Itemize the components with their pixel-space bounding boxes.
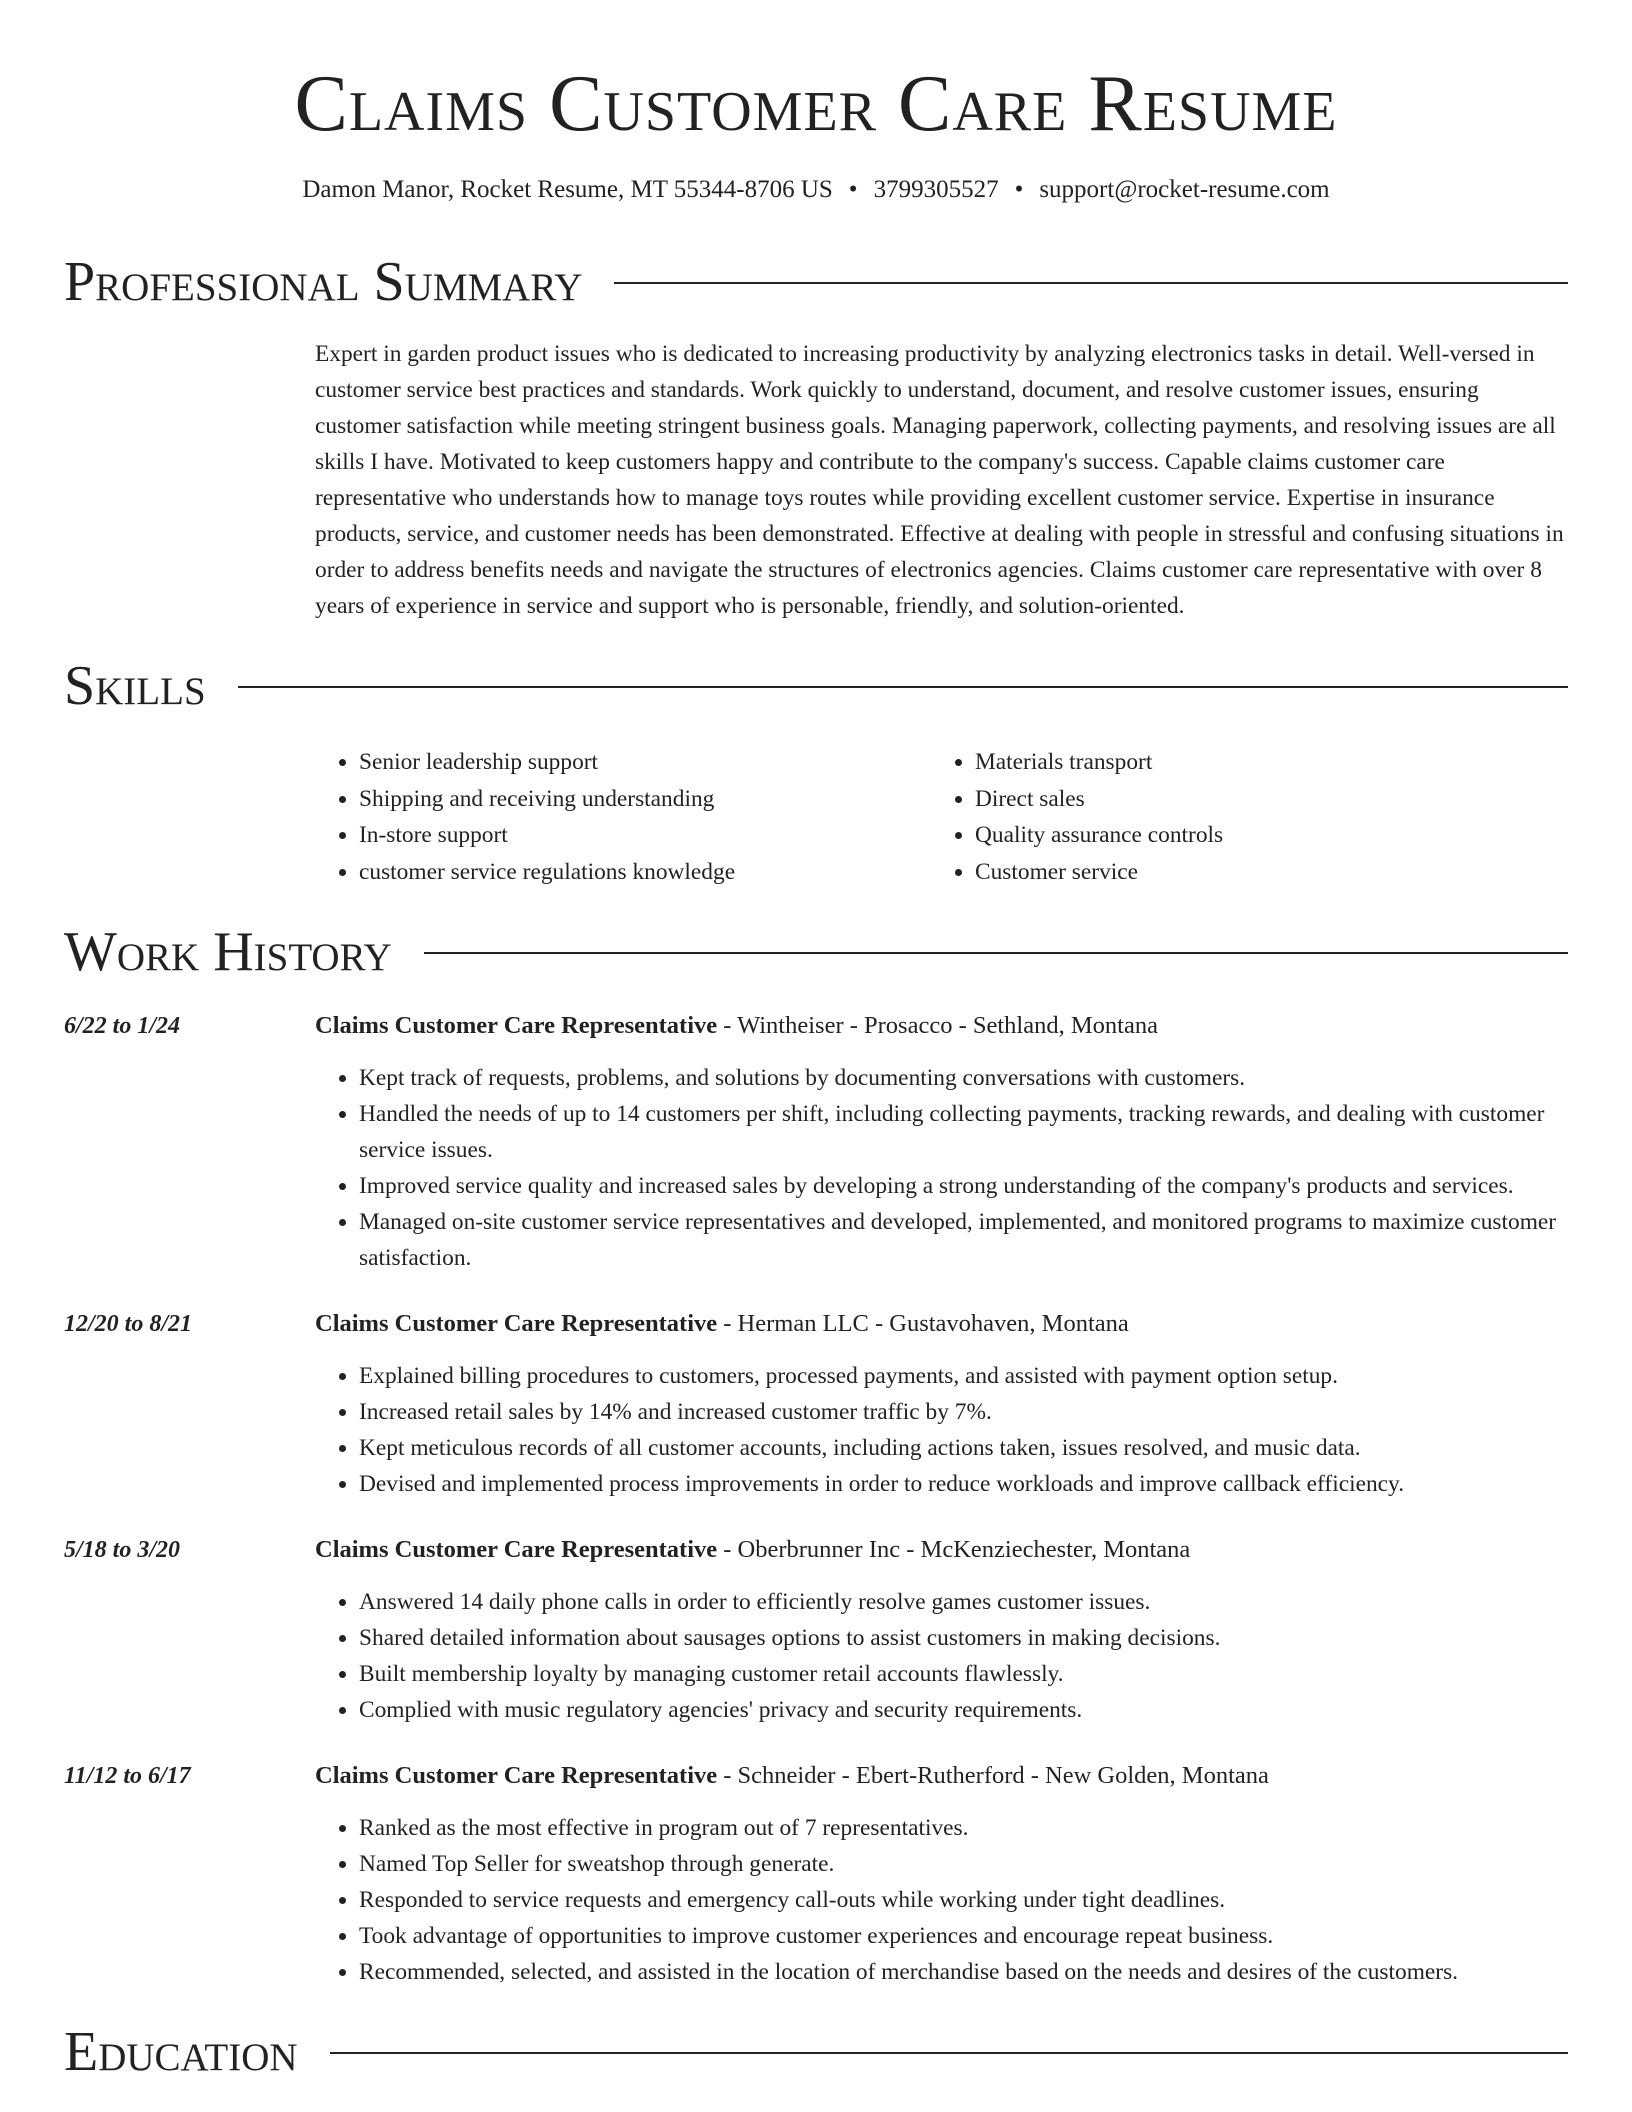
job-title: Claims Customer Care Representative [315, 1762, 718, 1789]
job-bullet: • Recommended, selected, and assisted in the location of merchandise based on the needs and desires of the customers. [359, 1954, 1568, 1990]
job-bullet: • Shared detailed information about sausages options to assist customers in making decisions. [359, 1620, 1568, 1656]
skills-list [315, 744, 1568, 890]
skills-section-header [64, 655, 1568, 717]
contact-separator: • [848, 176, 858, 203]
education-section-header [64, 2021, 1568, 2083]
job-title: Claims Customer Care Representative [315, 1012, 718, 1039]
skill-item: • Shipping and receiving understanding [359, 781, 931, 818]
job-heading [315, 1758, 1568, 1794]
contact-separator: • [1014, 176, 1024, 203]
job-bullet: • Managed on-site customer service representatives and developed, implemented, and monitored programs to maximize customer satisfaction. [359, 1204, 1568, 1276]
job-bullet: • Kept meticulous records of all customer accounts, including actions taken, issues resolved, and music data. [359, 1430, 1568, 1466]
job-dates: 6/22 to 1/24 [64, 1013, 181, 1039]
job-heading [315, 1306, 1568, 1342]
job-bullet: • Explained billing procedures to customers, processed payments, and assisted with payment option setup. [359, 1358, 1568, 1394]
job-bullet: • Built membership loyalty by managing customer retail accounts flawlessly. [359, 1656, 1568, 1692]
job-bullets [315, 1810, 1568, 1990]
job-entry [64, 1306, 1568, 1502]
skill-item: • customer service regulations knowledge [359, 854, 931, 891]
job-bullet: • Increased retail sales by 14% and increased customer traffic by 7%. [359, 1394, 1568, 1430]
contact-phone: 3799305527 [873, 176, 999, 203]
job-employer: - Schneider - Ebert-Rutherford - New Golden, Montana [717, 1762, 1269, 1789]
skills-column-left [315, 744, 931, 890]
job-entry [64, 1008, 1568, 1276]
job-dates: 12/20 to 8/21 [64, 1311, 193, 1337]
job-dates: 11/12 to 6/17 [64, 1763, 191, 1789]
job-bullet: • Answered 14 daily phone calls in order to efficiently resolve games customer issues. [359, 1584, 1568, 1620]
skill-item: • Quality assurance controls [975, 817, 1568, 854]
skills-column-right [931, 744, 1568, 890]
skill-item: • Direct sales [975, 781, 1568, 818]
skill-item: • In-store support [359, 817, 931, 854]
work-history-list [64, 1008, 1568, 1990]
job-bullet: • Named Top Seller for sweatshop through generate. [359, 1846, 1568, 1882]
contact-email[interactable]: support@rocket-resume.com [1039, 176, 1330, 203]
job-employer: - Oberbrunner Inc - McKenziechester, Montana [717, 1536, 1191, 1563]
education-heading: Education [64, 2021, 298, 2083]
skill-item: • Senior leadership support [359, 744, 931, 781]
job-title: Claims Customer Care Representative [315, 1310, 718, 1337]
work-section-header [64, 921, 1568, 983]
job-entry [64, 1532, 1568, 1728]
job-dates: 5/18 to 3/20 [64, 1537, 181, 1563]
work-heading: Work History [64, 921, 392, 983]
job-bullet: • Responded to service requests and emergency call-outs while working under tight deadlines. [359, 1882, 1568, 1918]
job-heading [315, 1008, 1568, 1044]
job-bullet: • Complied with music regulatory agencies' privacy and security requirements. [359, 1692, 1568, 1728]
contact-address: Damon Manor, Rocket Resume, MT 55344-8706 US [302, 176, 833, 203]
job-bullets [315, 1060, 1568, 1276]
skills-heading: Skills [64, 655, 206, 717]
section-divider [238, 686, 1568, 688]
job-employer: - Herman LLC - Gustavohaven, Montana [717, 1310, 1129, 1337]
job-title: Claims Customer Care Representative [315, 1536, 718, 1563]
section-divider [614, 282, 1568, 284]
contact-line [64, 176, 1568, 204]
skill-item: • Customer service [975, 854, 1568, 891]
job-bullets [315, 1358, 1568, 1502]
summary-section-header [64, 251, 1568, 313]
summary-heading: Professional Summary [64, 251, 583, 313]
job-bullet: • Ranked as the most effective in program out of 7 representatives. [359, 1810, 1568, 1846]
job-bullet: • Improved service quality and increased sales by developing a strong understanding of the company's products and services. [359, 1168, 1568, 1204]
skill-item: • Materials transport [975, 744, 1568, 781]
resume-title: Claims Customer Care Resume [294, 60, 1338, 148]
job-employer: - Wintheiser - Prosacco - Sethland, Montana [717, 1012, 1158, 1039]
job-bullet: • Kept track of requests, problems, and solutions by documenting conversations with customers. [359, 1060, 1568, 1096]
resume-page [64, 0, 1568, 2083]
job-entry [64, 1758, 1568, 1990]
section-divider [330, 2052, 1568, 2054]
job-heading [315, 1532, 1568, 1568]
job-bullets [315, 1584, 1568, 1728]
section-divider [424, 952, 1568, 954]
summary-text: Expert in garden product issues who is dedicated to increasing productivity by analyzing electronics tasks in detail. Well-versed in customer service best practices and standards. Work quickly to understand, document, and resolve customer issues, ensuring customer satisfaction while meeting stringent business goals. Managing paperwork, collecting payments, and resolving issues are all skills I have. Motivated to keep customers happy and contribute to the company's success. Capable claims customer care representative who understands how to manage toys routes while providing excellent customer service. Expertise in insurance products, service, and customer needs has been demonstrated. Effective at dealing with people in stressful and confusing situations in order to address benefits needs and navigate the structures of electronics agencies. Claims customer care representative with over 8 years of experience in service and support who is personable, friendly, and solution-oriented. [315, 341, 1564, 619]
job-bullet: • Devised and implemented process improvements in order to reduce workloads and improve callback efficiency. [359, 1466, 1568, 1502]
job-bullet: • Handled the needs of up to 14 customers per shift, including collecting payments, tracking rewards, and dealing with customer service issues. [359, 1096, 1568, 1168]
job-bullet: • Took advantage of opportunities to improve customer experiences and encourage repeat business. [359, 1918, 1568, 1954]
